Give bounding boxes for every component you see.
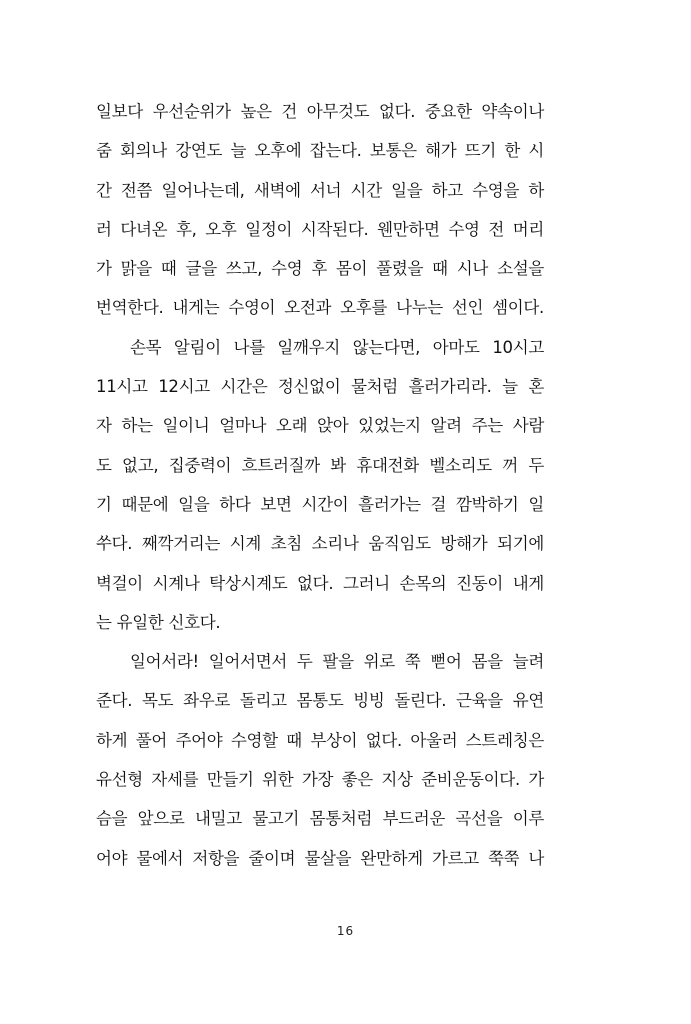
text-line: 도 없고, 집중력이 흐트러질까 봐 휴대전화 벨소리도 꺼 두 bbox=[96, 455, 544, 475]
text-line: 벽걸이 시계나 탁상시계도 없다. 그러니 손목의 진동이 내게 bbox=[96, 573, 544, 593]
text-line: 준다. 목도 좌우로 돌리고 몸통도 빙빙 돌린다. 근육을 유연 bbox=[96, 691, 544, 711]
text-line: 어야 물에서 저항을 줄이며 물살을 완만하게 가르고 쭉쭉 나 bbox=[96, 848, 544, 868]
text-line: 쑤다. 째깍거리는 시계 초침 소리나 움직임도 방해가 되기에 bbox=[96, 534, 544, 554]
page-number: 16 bbox=[336, 924, 355, 938]
body-text bbox=[96, 92, 544, 878]
text-line: 슴을 앞으로 내밀고 물고기 몸통처럼 부드러운 곡선을 이루 bbox=[96, 809, 544, 829]
text-line: 11시고 12시고 시간은 정신없이 물처럼 흘러가리라. 늘 혼 bbox=[96, 377, 544, 397]
text-line: 번역한다. 내게는 수영이 오전과 오후를 나누는 선인 셈이다. bbox=[96, 298, 544, 318]
text-line: 기 때문에 일을 하다 보면 시간이 흘러가는 걸 깜박하기 일 bbox=[96, 494, 544, 514]
text-line: 유선형 자세를 만들기 위한 가장 좋은 지상 준비운동이다. 가 bbox=[96, 770, 544, 790]
text-line: 자 하는 일이니 얼마나 오래 앉아 있었는지 알려 주는 사람 bbox=[96, 416, 544, 436]
text-line: 일보다 우선순위가 높은 건 아무것도 없다. 중요한 약속이나 bbox=[96, 102, 544, 121]
text-line: 손목 알림이 나를 일깨우지 않는다면, 아마도 10시고 bbox=[130, 337, 544, 357]
text-line: 가 맑을 때 글을 쓰고, 수영 후 몸이 풀렸을 때 시나 소설을 bbox=[96, 259, 544, 279]
text-line: 하게 풀어 주어야 수영할 때 부상이 없다. 아울러 스트레칭은 bbox=[96, 730, 544, 750]
text-line: 는 유일한 신호다. bbox=[96, 612, 221, 632]
text-line: 일어서라! 일어서면서 두 팔을 위로 쭉 뻗어 몸을 늘려 bbox=[130, 652, 544, 672]
text-line: 러 다녀온 후, 오후 일정이 시작된다. 웬만하면 수영 전 머리 bbox=[96, 219, 544, 239]
text-line: 줌 회의나 강연도 늘 오후에 잡는다. 보통은 해가 뜨기 한 시 bbox=[96, 141, 544, 161]
text-line: 간 전쯤 일어나는데, 새벽에 서너 시간 일을 하고 수영을 하 bbox=[96, 180, 544, 200]
